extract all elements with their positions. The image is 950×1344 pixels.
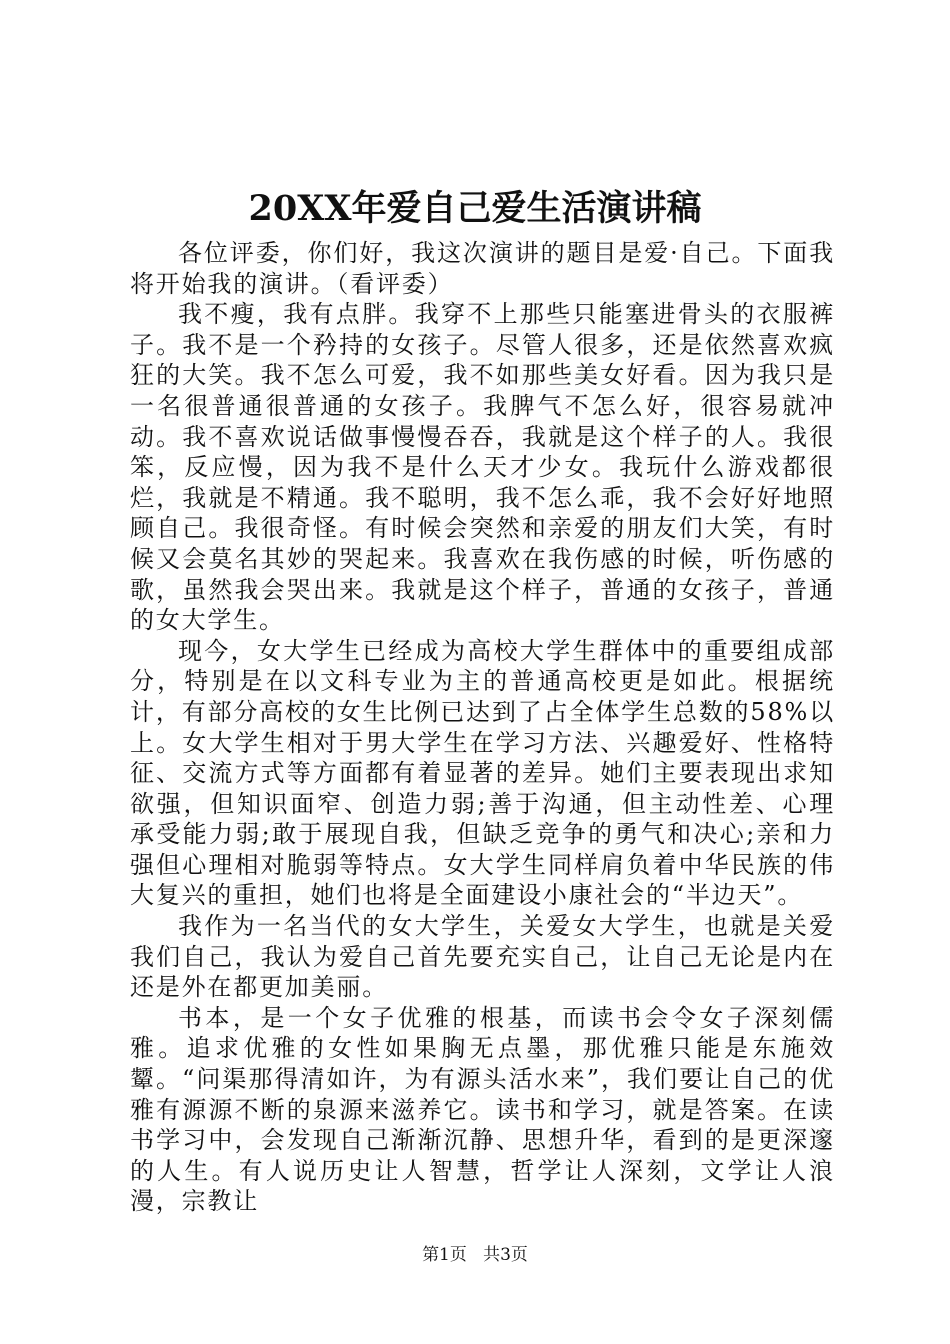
paragraph-2: 我不瘦，我有点胖。我穿不上那些只能塞进骨头的衣服裤子。我不是一个矜持的女孩子。尽管人很多，还是依然喜欢疯狂的大笑。我不怎么可爱，我不如那些美女好看。因为我只是一名很普通很普通的女孩子。我脾气不怎么好，很容易就冲动。我不喜欢说话做事慢慢吞吞，我就是这个样子的人。我很笨，反应慢，因为我不是什么天才少女。我玩什么游戏都很烂，我就是不精通。我不聪明，我不怎么乖，我不会好好地照顾自己。我很奇怪。有时候会突然和亲爱的朋友们大笑，有时候又会莫名其妙的哭起来。我喜欢在我伤感的时候，听伤感的歌，虽然我会哭出来。我就是这个样子，普通的女孩子，普通的女大学生。 [130, 300, 835, 635]
page-footer [0, 1243, 950, 1267]
document-body [130, 238, 835, 1217]
paragraph-3: 现今，女大学生已经成为高校大学生群体中的重要组成部分，特别是在以文科专业为主的普通高校更是如此。根据统计，有部分高校的女生比例已达到了占全体学生总数的58%以上。女大学生相对于男大学生在学习方法、兴趣爱好、性格特征、交流方式等方面都有着显著的差异。她们主要表现出求知欲强，但知识面窄、创造力弱;善于沟通，但主动性差、心理承受能力弱;敢于展现自我，但缺乏竞争的勇气和决心;亲和力强但心理相对脆弱等特点。女大学生同样肩负着中华民族的伟大复兴的重担，她们也将是全面建设小康社会的“半边天”。 [130, 636, 835, 910]
paragraph-5: 书本，是一个女子优雅的根基，而读书会令女子深刻儒雅。追求优雅的女性如果胸无点墨，那优雅只能是东施效颦。“问渠那得清如许，为有源头活水来”，我们要让自己的优雅有源源不断的泉源来滋养它。读书和学习，就是答案。在读书学习中，会发现自己渐渐沉静、思想升华，看到的是更深邃的人生。有人说历史让人智慧，哲学让人深刻，文学让人浪漫，宗教让 [130, 1003, 835, 1216]
paragraph-1: 各位评委，你们好，我这次演讲的题目是爱·自己。下面我将开始我的演讲。（看评委） [130, 239, 835, 298]
page-separator [472, 1245, 477, 1265]
paragraph-4: 我作为一名当代的女大学生，关爱女大学生，也就是关爱我们自己，我认为爱自己首先要充实自己，让自己无论是内在还是外在都更加美丽。 [130, 912, 835, 1002]
page-total: 共3页 [483, 1245, 528, 1265]
page-number: 第1页 [422, 1245, 467, 1265]
document-title: 20XX年爱自己爱生活演讲稿 [248, 188, 702, 229]
